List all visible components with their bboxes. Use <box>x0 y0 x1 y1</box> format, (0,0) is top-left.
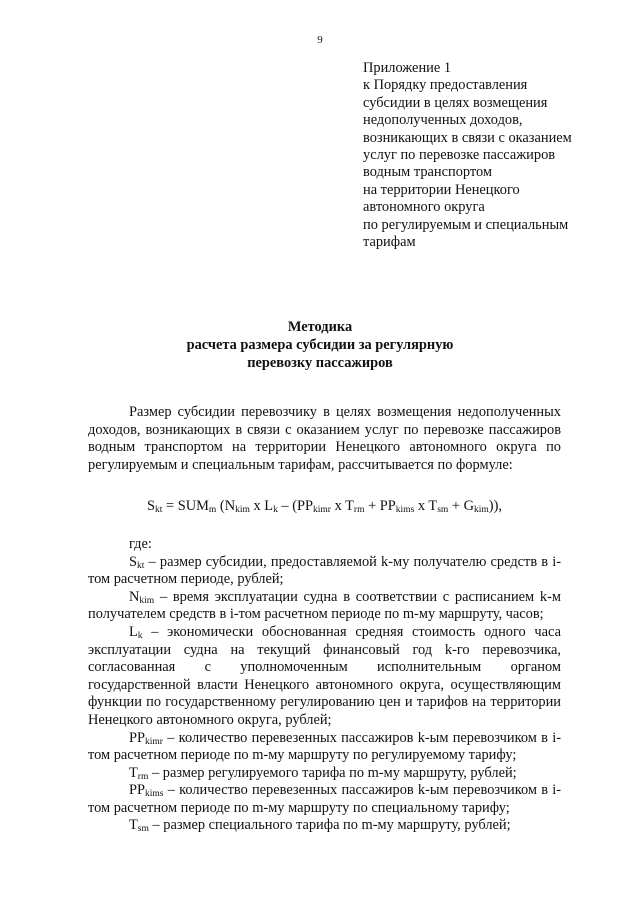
document-title <box>0 318 640 372</box>
document-body <box>88 404 561 835</box>
appendix-line: водным транспортом <box>363 164 493 181</box>
appendix-line: к Порядку предоставления <box>363 77 528 94</box>
title-line: перевозку пассажиров <box>247 355 393 371</box>
definition-tsm: $T_{sm}$ – размер специального тарифа по m-му маршруту, рублей; <box>129 817 511 835</box>
appendix-line: тарифам <box>363 234 416 251</box>
title-line: Методика <box>287 319 353 335</box>
appendix-line: Приложение 1 <box>363 60 452 76</box>
definition-trm: $T_{rm}$ – размер регулируемого тарифа по m-му маршруту, рублей; <box>129 764 517 782</box>
appendix-header <box>363 60 623 251</box>
appendix-line: на территории Ненецкого <box>363 181 520 198</box>
where-label: где: <box>129 535 152 552</box>
appendix-line: возникающих в связи с оказанием <box>363 129 572 146</box>
subsidy-formula: $S_{kt} = SUM_m$ ($N_{kim}$ x $L_k - (PP_{kimr}$ x $T_{rm} + PP_{kims}$ x $T_{sm} + G_{kim}$)), <box>147 498 502 516</box>
definition-ppkimr: $PP_{kimr}$ – количество перевезенных пассажиров k-ым перевозчиком в i-том расчетном периоде по m-му маршруту по регулируемому тарифу; <box>88 729 561 764</box>
intro-paragraph: Размер субсидии перевозчику в целях возмещения недополученных доходов, возникающих в связи с оказанием услуг по перевозке пассажиров водным транспортом на территории Ненецкого автономного округа по регулируемым и специальным тарифам, рассчитывается по формуле: <box>88 404 561 473</box>
definition-skt: $S_{kt}$ – размер субсидии, предоставляемой k-му получателю средств в i-том расчетном периоде, рублей; <box>88 553 561 588</box>
title-line: расчета размера субсидии за регулярную <box>186 337 454 353</box>
definition-ppkims: $PP_{kims}$ – количество перевезенных пассажиров k-ым перевозчиком в i-том расчетном периоде по m-му маршруту по специальному тарифу; <box>88 782 561 816</box>
page-number: 9 <box>317 34 323 46</box>
definition-lk: $L_k$ – экономически обоснованная средняя стоимость одного часа эксплуатации судна на текущий финансовый год k-го перевозчика, согласованная с уполномоченным исполнительным органом государственной власти Ненецкого автономного округа, осуществляющим функции по государственному регулированию цен и тарифов на территории Ненецкого автономного округа, рублей; <box>88 623 561 728</box>
appendix-line: недополученных доходов, <box>363 112 523 129</box>
definition-nkim: $N_{kim}$ – время эксплуатации судна в соответствии с расписанием k-м получателем средств в i-том расчетном периоде по m-му маршруту, часов; <box>88 588 561 623</box>
appendix-line: услуг по перевозке пассажиров <box>363 147 556 164</box>
appendix-line: по регулируемым и специальным <box>363 216 569 233</box>
appendix-line: субсидии в целях возмещения <box>363 94 548 111</box>
appendix-line: автономного округа <box>363 199 485 216</box>
